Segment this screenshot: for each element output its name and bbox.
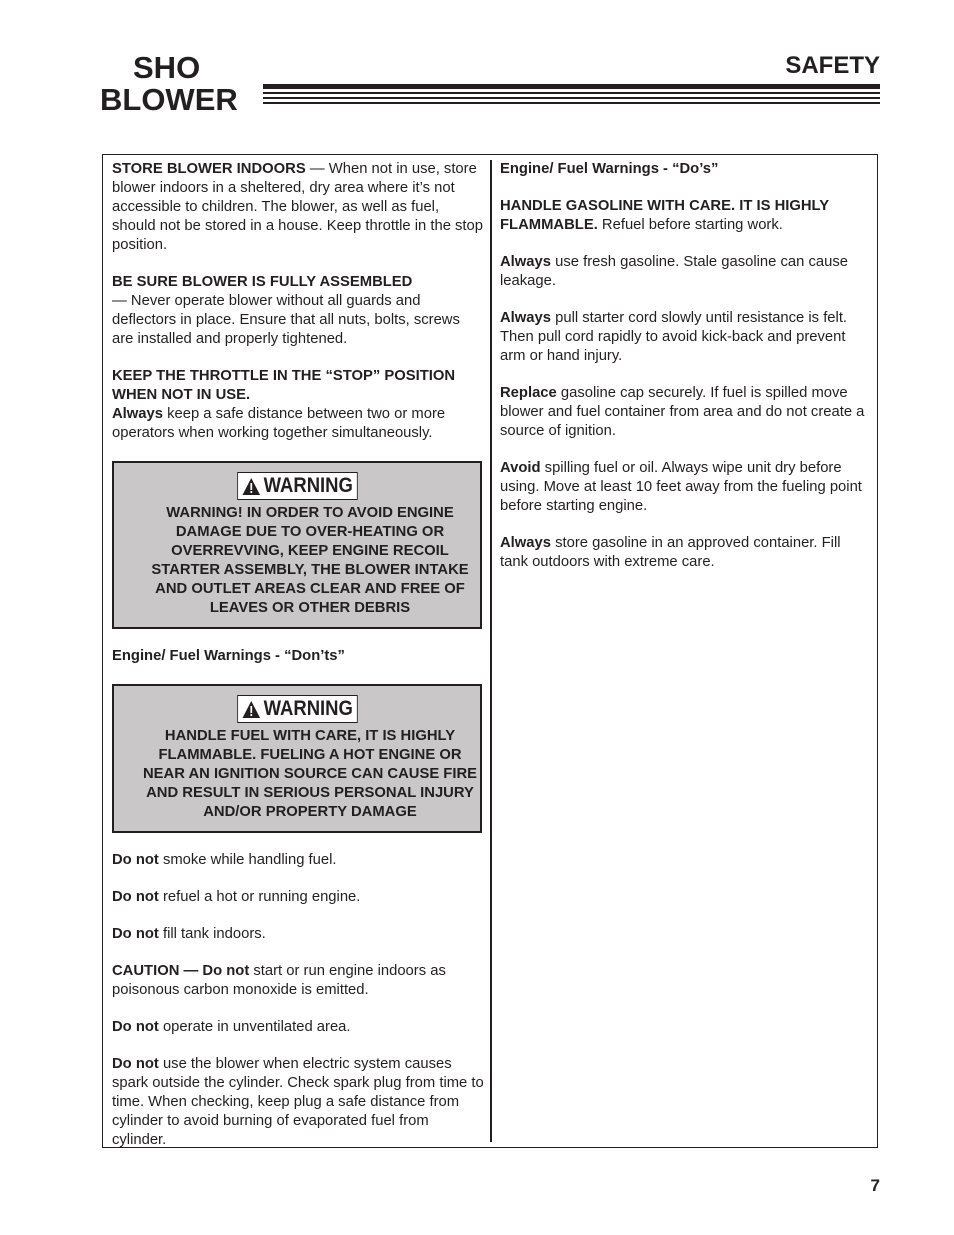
page-number: 7 xyxy=(870,1176,880,1195)
warning-triangle-icon xyxy=(241,700,260,719)
product-title-line1: SHO xyxy=(133,50,201,85)
do-replace-cap: Replace gasoline cap securely. If fuel is spilled move blower and fuel container from area and do not create a source of ignition. xyxy=(500,385,865,439)
dos-heading: Engine/ Fuel Warnings - “Do’s” xyxy=(500,161,719,177)
donts-heading: Engine/ Fuel Warnings - “Don’ts” xyxy=(112,648,345,664)
dont-unventilated: Do not operate in unventilated area. xyxy=(112,1019,351,1035)
dont-electric-spark: Do not use the blower when electric system causes spark outside the cylinder. Check spark plug from time to time. When checking, keep plug a safe distance from cylinder to avoid burning of evaporated fuel from cylinder. xyxy=(112,1056,484,1148)
product-title xyxy=(100,52,238,116)
header-rules xyxy=(263,84,880,104)
warning-box-engine-damage xyxy=(112,461,482,629)
right-column xyxy=(500,160,870,590)
dont-refuel-hot: Do not refuel a hot or running engine. xyxy=(112,889,361,905)
warning-text-handle-fuel: HANDLE FUEL WITH CARE, IT IS HIGHLY FLAMMABLE. FUELING A HOT ENGINE OR NEAR AN IGNITION SOURCE CAN CAUSE FIRE AND RESULT IN SERIOUS PERSONAL INJURY AND/OR PROPERTY DAMAGE xyxy=(142,728,478,820)
warning-triangle-icon xyxy=(241,477,260,496)
left-column xyxy=(112,160,484,1168)
warning-text-engine-damage: WARNING! IN ORDER TO AVOID ENGINE DAMAGE DUE TO OVER-HEATING OR OVERREVVING, KEEP ENGINE RECOIL STARTER ASSEMBLY, THE BLOWER INTAKE AND OUTLET AREAS CLEAR AND FREE OF LEAVES OR OTHER DEBRIS xyxy=(151,505,469,616)
warning-box-handle-fuel xyxy=(112,684,482,833)
do-handle-gasoline: HANDLE GASOLINE WITH CARE. IT IS HIGHLY FLAMMABLE. Refuel before starting work. xyxy=(500,198,829,233)
column-divider xyxy=(490,160,492,1142)
caution-run-indoors: CAUTION — Do not start or run engine indoors as poisonous carbon monoxide is emitted. xyxy=(112,963,446,998)
section-title: SAFETY xyxy=(785,52,880,79)
paragraph-fully-assembled: BE SURE BLOWER IS FULLY ASSEMBLED — Never operate blower without all guards and deflectors in place. Ensure that all nuts, bolts, screws are installed and properly tightened. xyxy=(112,274,460,347)
dont-smoke: Do not smoke while handling fuel. xyxy=(112,852,337,868)
paragraph-store-indoors: STORE BLOWER INDOORS — When not in use, store blower indoors in a sheltered, dry area where it’s not accessible to children. The blower, as well as fuel, should not be stored in a house. Keep throttle in the stop position. xyxy=(112,161,483,253)
do-pull-starter: Always pull starter cord slowly until resistance is felt. Then pull cord rapidly to avoid kick-back and prevent arm or hand injury. xyxy=(500,310,848,364)
do-avoid-spilling: Avoid spilling fuel or oil. Always wipe unit dry before using. Move at least 10 feet away from the fueling point before starting engine. xyxy=(500,460,862,514)
warning-badge: WARNING xyxy=(237,695,357,723)
dont-fill-indoors: Do not fill tank indoors. xyxy=(112,926,266,942)
product-title-line2: BLOWER xyxy=(100,82,238,117)
do-fresh-gasoline: Always use fresh gasoline. Stale gasoline can cause leakage. xyxy=(500,254,848,289)
do-store-gasoline: Always store gasoline in an approved container. Fill tank outdoors with extreme care. xyxy=(500,535,841,570)
warning-badge: WARNING xyxy=(237,472,357,500)
paragraph-throttle-stop: KEEP THE THROTTLE IN THE “STOP” POSITION WHEN NOT IN USE. Always keep a safe distance between two or more operators when working together simultaneously. xyxy=(112,368,456,441)
